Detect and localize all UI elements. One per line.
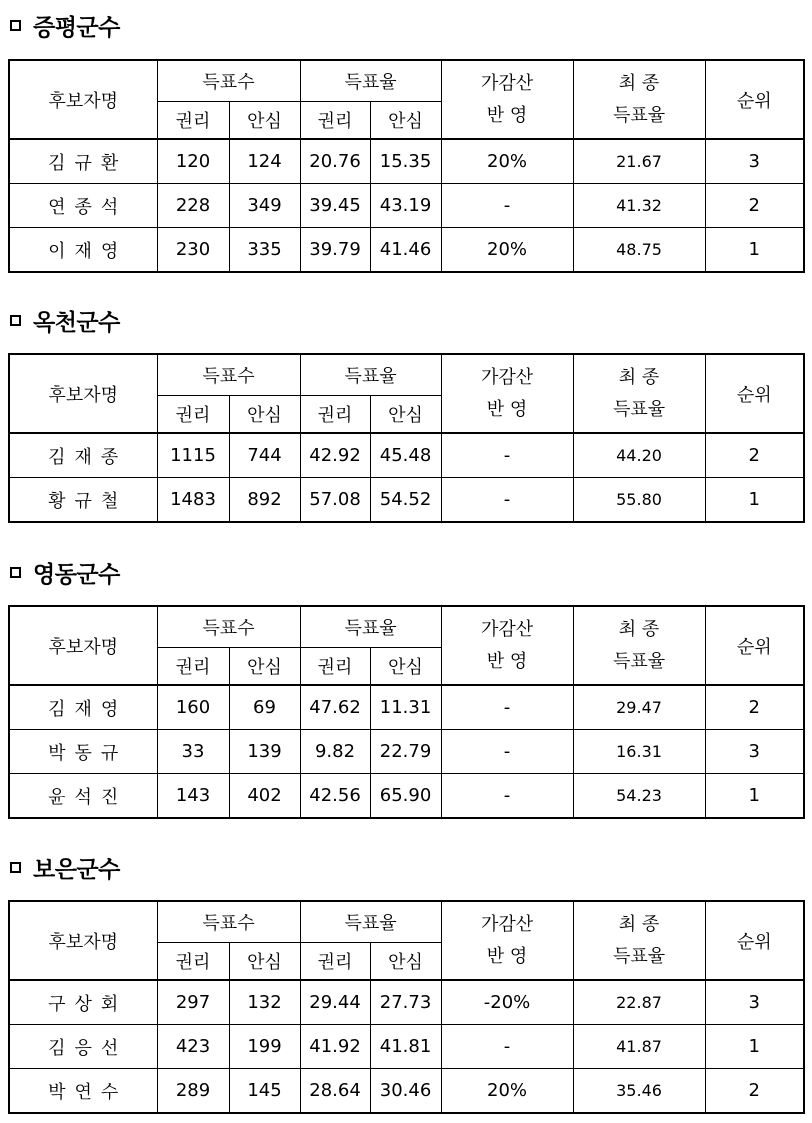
rank-value: 3: [705, 730, 804, 774]
final-rate: 44.20: [573, 433, 705, 478]
rate-member: 29.44: [300, 980, 370, 1025]
checkbox-square-icon: [10, 567, 21, 578]
header-vote-rate: 득표율: [300, 606, 441, 648]
rate-member: 28.64: [300, 1069, 370, 1114]
section-heading: [8, 305, 120, 335]
rate-safe: 11.31: [370, 685, 441, 730]
candidate-name: 김규환: [9, 139, 157, 184]
votes-safe: 199: [229, 1025, 300, 1069]
votes-safe: 349: [229, 184, 300, 228]
votes-member: 230: [157, 228, 229, 273]
header-votes-member: 권리: [157, 943, 229, 981]
rate-safe: 41.81: [370, 1025, 441, 1069]
final-rate: 16.31: [573, 730, 705, 774]
votes-safe: 892: [229, 478, 300, 523]
votes-safe: 335: [229, 228, 300, 273]
header-adjust: 가감산 반 영: [441, 354, 573, 433]
rate-safe: 22.79: [370, 730, 441, 774]
table-row: [9, 1025, 804, 1069]
header-votes-safe: 안심: [229, 102, 300, 140]
votes-member: 228: [157, 184, 229, 228]
header-rate-safe: 안심: [370, 102, 441, 140]
table-row: [9, 730, 804, 774]
votes-member: 143: [157, 774, 229, 819]
rate-member: 9.82: [300, 730, 370, 774]
rate-safe: 45.48: [370, 433, 441, 478]
rank-value: 2: [705, 433, 804, 478]
header-votes: 득표수: [157, 606, 300, 648]
adjust-value: 20%: [441, 1069, 573, 1114]
votes-member: 1115: [157, 433, 229, 478]
header-votes-safe: 안심: [229, 648, 300, 686]
header-vote-rate: 득표율: [300, 354, 441, 396]
header-final-rate: 최 종 득표율: [573, 606, 705, 685]
header-rank: 순위: [705, 354, 804, 433]
rank-value: 3: [705, 139, 804, 184]
votes-member: 120: [157, 139, 229, 184]
adjust-value: -: [441, 774, 573, 819]
candidate-name: 이재영: [9, 228, 157, 273]
votes-safe: 402: [229, 774, 300, 819]
rate-member: 42.92: [300, 433, 370, 478]
rate-member: 20.76: [300, 139, 370, 184]
final-rate: 29.47: [573, 685, 705, 730]
header-adjust: 가감산 반 영: [441, 606, 573, 685]
header-rank: 순위: [705, 60, 804, 139]
candidate-name: 김재영: [9, 685, 157, 730]
adjust-value: -: [441, 1025, 573, 1069]
rate-safe: 27.73: [370, 980, 441, 1025]
votes-member: 33: [157, 730, 229, 774]
votes-safe: 744: [229, 433, 300, 478]
table-row: [9, 184, 804, 228]
header-rate-member: 권리: [300, 102, 370, 140]
header-rate-safe: 안심: [370, 943, 441, 981]
checkbox-square-icon: [10, 315, 21, 326]
rank-value: 2: [705, 1069, 804, 1114]
rank-value: 1: [705, 228, 804, 273]
header-votes-member: 권리: [157, 648, 229, 686]
rate-safe: 65.90: [370, 774, 441, 819]
table-row: [9, 433, 804, 478]
votes-safe: 139: [229, 730, 300, 774]
header-vote-rate: 득표율: [300, 60, 441, 102]
candidate-name: 연종석: [9, 184, 157, 228]
rank-value: 2: [705, 184, 804, 228]
checkbox-square-icon: [10, 20, 21, 31]
rank-value: 3: [705, 980, 804, 1025]
section-heading: [8, 10, 120, 40]
votes-member: 1483: [157, 478, 229, 523]
final-rate: 41.87: [573, 1025, 705, 1069]
candidate-name: 김재종: [9, 433, 157, 478]
adjust-value: -: [441, 433, 573, 478]
rank-value: 1: [705, 478, 804, 523]
adjust-value: 20%: [441, 228, 573, 273]
results-table: [8, 353, 805, 523]
header-final-rate: 최 종 득표율: [573, 901, 705, 980]
rate-member: 39.79: [300, 228, 370, 273]
header-votes-safe: 안심: [229, 396, 300, 434]
rate-safe: 30.46: [370, 1069, 441, 1114]
header-votes-safe: 안심: [229, 943, 300, 981]
rate-safe: 43.19: [370, 184, 441, 228]
rate-safe: 15.35: [370, 139, 441, 184]
rate-safe: 54.52: [370, 478, 441, 523]
results-table: [8, 900, 805, 1114]
header-rate-safe: 안심: [370, 396, 441, 434]
header-rate-member: 권리: [300, 648, 370, 686]
table-row: [9, 1069, 804, 1114]
header-vote-rate: 득표율: [300, 901, 441, 943]
rate-member: 57.08: [300, 478, 370, 523]
adjust-value: 20%: [441, 139, 573, 184]
votes-safe: 145: [229, 1069, 300, 1114]
header-adjust: 가감산 반 영: [441, 60, 573, 139]
header-votes: 득표수: [157, 354, 300, 396]
votes-member: 289: [157, 1069, 229, 1114]
section-title: 증평군수: [33, 14, 120, 41]
rate-member: 39.45: [300, 184, 370, 228]
rate-member: 41.92: [300, 1025, 370, 1069]
final-rate: 54.23: [573, 774, 705, 819]
final-rate: 21.67: [573, 139, 705, 184]
rate-member: 42.56: [300, 774, 370, 819]
section-title: 영동군수: [33, 561, 120, 588]
candidate-name: 구상회: [9, 980, 157, 1025]
adjust-value: -: [441, 478, 573, 523]
rank-value: 2: [705, 685, 804, 730]
votes-member: 160: [157, 685, 229, 730]
adjust-value: -: [441, 730, 573, 774]
votes-member: 297: [157, 980, 229, 1025]
section-heading: [8, 852, 120, 882]
final-rate: 35.46: [573, 1069, 705, 1114]
header-rate-safe: 안심: [370, 648, 441, 686]
final-rate: 22.87: [573, 980, 705, 1025]
votes-member: 423: [157, 1025, 229, 1069]
header-rate-member: 권리: [300, 396, 370, 434]
candidate-name: 김응선: [9, 1025, 157, 1069]
final-rate: 55.80: [573, 478, 705, 523]
results-table: [8, 605, 805, 819]
header-candidate: 후보자명: [9, 901, 157, 980]
table-row: [9, 774, 804, 819]
header-rank: 순위: [705, 901, 804, 980]
final-rate: 41.32: [573, 184, 705, 228]
candidate-name: 황규철: [9, 478, 157, 523]
candidate-name: 박동규: [9, 730, 157, 774]
candidate-name: 박연수: [9, 1069, 157, 1114]
rank-value: 1: [705, 1025, 804, 1069]
rate-member: 47.62: [300, 685, 370, 730]
table-row: [9, 139, 804, 184]
table-row: [9, 478, 804, 523]
votes-safe: 69: [229, 685, 300, 730]
rank-value: 1: [705, 774, 804, 819]
section-title: 보은군수: [33, 856, 120, 883]
header-votes-member: 권리: [157, 102, 229, 140]
results-table: [8, 59, 805, 273]
header-candidate: 후보자명: [9, 60, 157, 139]
rate-safe: 41.46: [370, 228, 441, 273]
header-rate-member: 권리: [300, 943, 370, 981]
header-final-rate: 최 종 득표율: [573, 60, 705, 139]
header-adjust: 가감산 반 영: [441, 901, 573, 980]
votes-safe: 124: [229, 139, 300, 184]
table-row: [9, 685, 804, 730]
section-title: 옥천군수: [33, 309, 120, 336]
adjust-value: -: [441, 184, 573, 228]
table-row: [9, 980, 804, 1025]
table-row: [9, 228, 804, 273]
header-votes-member: 권리: [157, 396, 229, 434]
header-candidate: 후보자명: [9, 606, 157, 685]
header-votes: 득표수: [157, 901, 300, 943]
votes-safe: 132: [229, 980, 300, 1025]
header-votes: 득표수: [157, 60, 300, 102]
header-final-rate: 최 종 득표율: [573, 354, 705, 433]
final-rate: 48.75: [573, 228, 705, 273]
section-heading: [8, 557, 120, 587]
candidate-name: 윤석진: [9, 774, 157, 819]
header-candidate: 후보자명: [9, 354, 157, 433]
adjust-value: -20%: [441, 980, 573, 1025]
header-rank: 순위: [705, 606, 804, 685]
adjust-value: -: [441, 685, 573, 730]
checkbox-square-icon: [10, 862, 21, 873]
